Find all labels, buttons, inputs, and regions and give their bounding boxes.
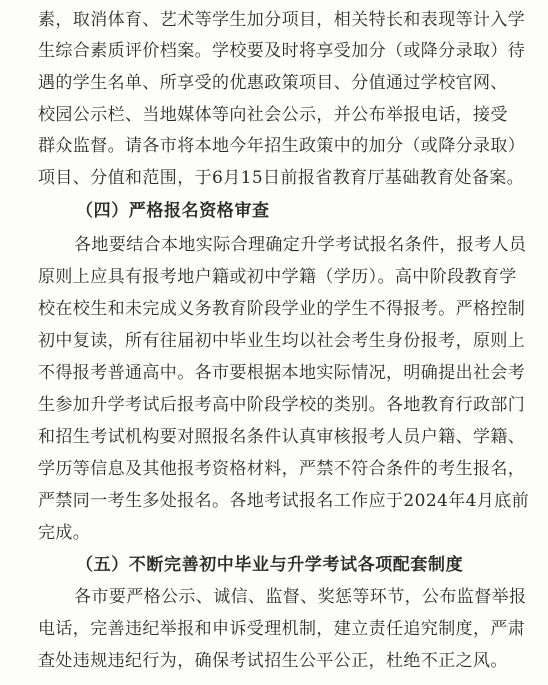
paragraph-line: 查处违规违纪行为，确保考试招生公平公正，杜绝不正之风。 bbox=[38, 651, 508, 671]
paragraph-line: 不得报考普通高中。各市要根据本地实际情况，明确提出社会考 bbox=[38, 363, 526, 383]
paragraph-line: 各地要结合本地实际合理确定升学考试报名条件，报考人员 bbox=[74, 235, 527, 255]
paragraph-line: 初中复读，所有往届初中毕业生均以社会考生身份报考，原则上 bbox=[38, 331, 526, 351]
paragraph-line: 遇的学生名单、所享受的优惠政策项目、分值通过学校官网、 bbox=[38, 73, 508, 93]
paragraph-line: 校在校生和未完成义务教育阶段学业的学生不得报考。严格控制 bbox=[38, 299, 526, 319]
paragraph-line: 素，取消体育、艺术等学生加分项目，相关特长和表现等计入学 bbox=[38, 10, 526, 30]
paragraph-line: 原则上应具有报考地户籍或初中学籍（学历）。高中阶段教育学 bbox=[38, 267, 517, 287]
paragraph-line: 各市要严格公示、诚信、监督、奖惩等环节，公布监督举报 bbox=[74, 587, 527, 607]
paragraph-line: 生综合素质评价档案。学校要及时将享受加分（或降分录取）待 bbox=[38, 41, 526, 61]
section-heading: （五）不断完善初中毕业与升学考试各项配套制度 bbox=[76, 555, 464, 575]
section-heading: （四）严格报名资格审查 bbox=[76, 201, 270, 221]
paragraph-line: 群众监督。请各市将本地今年招生政策中的加分（或降分录取） bbox=[38, 136, 526, 156]
paragraph-line: 校园公示栏、当地媒体等向社会公示，并公布举报电话，接受 bbox=[38, 105, 508, 125]
paragraph-line: 严禁同一考生多处报名。各地考试报名工作应于2024年4月底前 bbox=[38, 491, 530, 511]
paragraph-line: 生参加升学考试后报考高中阶段学校的类别。各地教育行政部门 bbox=[38, 395, 526, 415]
paragraph-line: 和招生考试机构要对照报名条件认真审核报考人员户籍、学籍、 bbox=[38, 427, 526, 447]
paragraph-line: 学历等信息及其他报考资格材料，严禁不符合条件的考生报名， bbox=[38, 459, 526, 479]
paragraph-line: 完成。 bbox=[38, 523, 91, 543]
paragraph-line: 项目、分值和范围，于6月15日前报省教育厅基础教育处备案。 bbox=[38, 168, 525, 188]
paragraph-line: 电话，完善违纪举报和申诉受理机制，建立责任追究制度，严肃 bbox=[38, 619, 526, 639]
